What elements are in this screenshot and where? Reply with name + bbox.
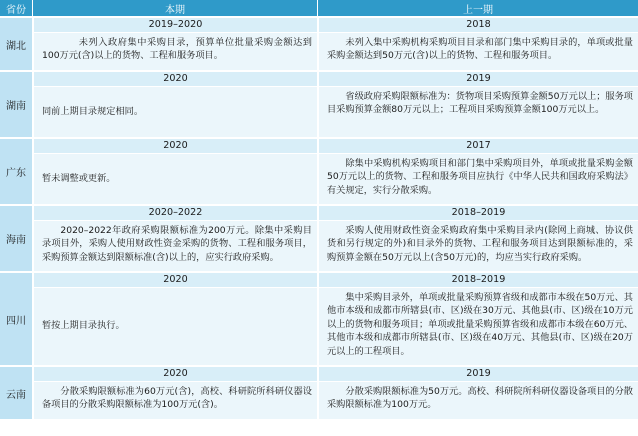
- current-year: 2019–2020: [34, 18, 317, 33]
- previous-text: 采购人使用财政性资金采购政府集中采购目录内(除网上商城、协议供货和另行规定的外)和目录外的货物、工程和服务项目达到限额标准的，采购预算金额在50万元以上(含50万元)的，均应当实行政府采购。: [319, 221, 638, 271]
- table-row: [0, 70, 638, 137]
- province-cell: 四川: [0, 271, 32, 365]
- table-row: [0, 365, 638, 419]
- previous-cell: [317, 365, 638, 419]
- province-cell: 广东: [0, 137, 32, 204]
- previous-text: 除集中采购机构采购项目和部门集中采购项目外，单项或批量采购金额50万元以上的货物、工程和服务项目应执行《中华人民共和国政府采购法》有关规定，实行分散采购。: [319, 154, 638, 204]
- current-text: [34, 87, 317, 137]
- previous-text: 省级政府采购限额标准为：货物项目采购预算金额50万元以上；服务项目采购预算金额80万元以上；工程项目采购预算金额100万元以上。: [319, 87, 638, 137]
- current-year: 2020: [34, 367, 317, 382]
- current-cell: [32, 137, 317, 204]
- previous-text: 集中采购目录外，单项或批量采购预算省级和成都市本级在50万元、其他市本级和成都市所辖县(市、区)级在30万元、其他县(市、区)级在10万元以上的货物和服务项目；单项或批量采购预算省级和成都市本级在60万元、其他市本级和成都市所辖县(市、区)级在40万元、其他县(市、区)级在20万元以上的工程项目。: [319, 288, 638, 365]
- province-cell: 云南: [0, 365, 32, 419]
- current-year: 2020–2022: [34, 206, 317, 221]
- current-year: 2020: [34, 139, 317, 154]
- province-cell: 湖北: [0, 16, 32, 70]
- previous-cell: [317, 204, 638, 271]
- current-text: [34, 288, 317, 365]
- previous-cell: [317, 271, 638, 365]
- previous-year: 2018–2019: [319, 273, 638, 288]
- current-text-content: 暂按上期目录执行。: [42, 320, 125, 332]
- province-cell: 湖南: [0, 70, 32, 137]
- current-text-content: 同前上期目录规定相同。: [42, 105, 144, 117]
- previous-cell: [317, 70, 638, 137]
- current-cell: [32, 70, 317, 137]
- previous-year: 2018: [319, 18, 638, 33]
- table-row: [0, 204, 638, 271]
- current-cell: [32, 16, 317, 70]
- previous-year: 2018–2019: [319, 206, 638, 221]
- current-text: 2020–2022年政府采购限额标准为200万元。除集中采购目录项目外，采购人使用财政性资金采购的货物、工程和服务项目，采购预算金额达到限额标准(含)以上的，应实行政府采购。: [34, 221, 317, 271]
- current-cell: [32, 204, 317, 271]
- current-text: [34, 154, 317, 204]
- previous-text: 分散采购限额标准为50万元。高校、科研院所科研仪器设备项目的分散采购限额标准为100万元。: [319, 382, 638, 419]
- previous-year: 2019: [319, 72, 638, 87]
- current-text-content: 暂未调整或更新。: [42, 172, 116, 184]
- previous-cell: [317, 137, 638, 204]
- table-row: [0, 16, 638, 70]
- table-row: [0, 271, 638, 365]
- table-row: [0, 137, 638, 204]
- previous-year: 2019: [319, 367, 638, 382]
- current-cell: [32, 365, 317, 419]
- current-text: 未列入政府集中采购目录，预算单位批量采购金额达到100万元(含)以上的货物、工程和服务项目。: [34, 33, 317, 70]
- previous-year: 2017: [319, 139, 638, 154]
- table-header-row: [0, 0, 638, 16]
- header-previous: 上一期: [317, 0, 638, 16]
- previous-text: 未列入集中采购机构采购项目目录和部门集中采购目录的，单项或批量采购金额达到50万元(含)以上的货物、工程和服务项目。: [319, 33, 638, 70]
- current-cell: [32, 271, 317, 365]
- header-current: 本期: [32, 0, 317, 16]
- current-year: 2020: [34, 72, 317, 87]
- current-text: 分散采购限额标准为60万元(含)，高校、科研院所科研仪器设备项目的分散采购限额标准为100万元(含)。: [34, 382, 317, 419]
- province-cell: 海南: [0, 204, 32, 271]
- previous-cell: [317, 16, 638, 70]
- header-province: 省份: [0, 0, 32, 16]
- current-year: 2020: [34, 273, 317, 288]
